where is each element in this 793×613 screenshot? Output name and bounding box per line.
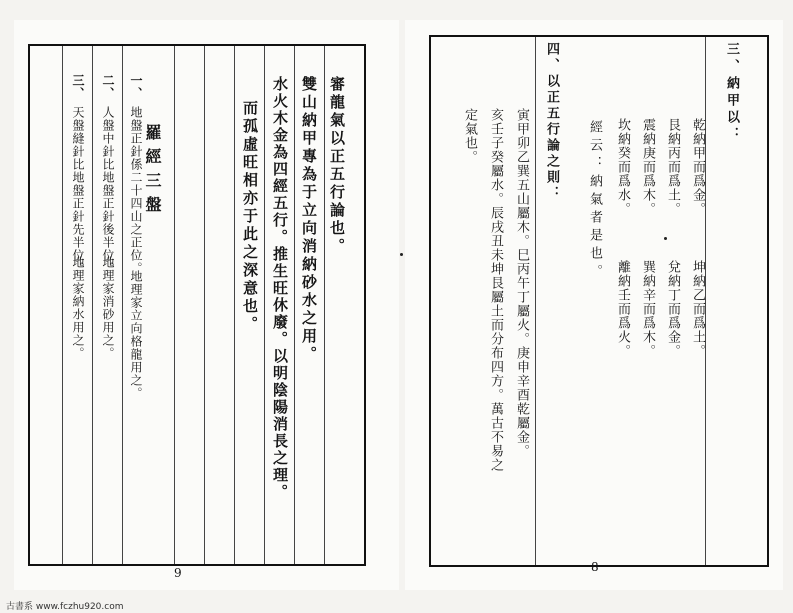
calligraphy-column-2: 雙山納甲專為于立向消納砂水之用。 <box>300 76 318 364</box>
item-text-3: 天盤縫針比地盤正針先半位。 <box>71 106 85 275</box>
item-marker-2: 二、 <box>101 74 115 100</box>
item-marker-3: 三、 <box>71 74 85 100</box>
calligraphy-column-4: 而孤虛旺相亦于此之深意也。 <box>241 100 259 334</box>
column-rule <box>174 46 175 564</box>
section-three-heading: 三、納甲以： <box>724 42 739 144</box>
column-rule <box>62 46 63 564</box>
column-rule <box>264 46 265 564</box>
najia-upper-4: 坎納癸而爲水。 <box>615 118 630 216</box>
najia-lower-4: 離納壬而爲火。 <box>615 260 630 358</box>
najia-lower-3: 巽納辛而爲木。 <box>640 260 655 358</box>
wuxing-line-3: 定氣也。 <box>462 108 477 164</box>
column-rule <box>294 46 295 564</box>
calligraphy-column-3: 水火木金為四經五行。推生旺休廢。以明陰陽消長之理。 <box>271 76 289 501</box>
column-rule <box>234 46 235 564</box>
right-page <box>405 20 783 590</box>
right-page-frame <box>429 35 769 567</box>
site-watermark: 古書系 www.fczhu920.com <box>6 602 124 612</box>
column-rule <box>92 46 93 564</box>
section-title: 羅經三盤 <box>143 124 162 220</box>
calligraphy-column-1: 審龍氣以正五行論也。 <box>328 76 346 256</box>
item-text-1: 地盤正針係二十四山之正位。 <box>129 106 143 275</box>
column-rule <box>705 37 706 565</box>
item-note-2: 地理家消砂用之。 <box>101 256 115 360</box>
section-four-heading: 四、以正五行論之則： <box>544 42 559 202</box>
najia-upper-3: 震納庚而爲木。 <box>640 118 655 216</box>
item-note-1: 地理家立向格龍用之。 <box>129 270 143 400</box>
najia-upper-2: 艮納丙而爲土。 <box>665 118 680 216</box>
item-marker-1: 一、 <box>129 74 143 100</box>
column-rule <box>324 46 325 564</box>
page-number: 8 <box>591 560 599 574</box>
najia-upper-1: 乾納甲而爲金。 <box>690 118 705 216</box>
najia-lower-2: 兌納丁而爲金。 <box>665 260 680 358</box>
scan-speck <box>400 253 403 256</box>
jing-yun-line: 經云：納氣者是也。 <box>587 120 602 282</box>
wuxing-line-2: 亥壬子癸屬水。辰戌丑未坤艮屬土而分布四方。萬古不易之 <box>488 108 503 472</box>
najia-lower-1: 坤納乙而爲土。 <box>690 260 705 358</box>
column-rule <box>122 46 123 564</box>
item-text-2: 人盤中針比地盤正針後半位。 <box>101 106 115 275</box>
column-rule <box>204 46 205 564</box>
wuxing-line-1: 寅甲卯乙巽五山屬木。巳丙午丁屬火。庚申辛酉乾屬金。 <box>514 108 529 458</box>
left-page <box>14 20 399 590</box>
item-note-3: 地理家納水用之。 <box>71 256 85 360</box>
column-rule <box>535 37 536 565</box>
scan-speck <box>664 237 667 240</box>
page-number: 9 <box>174 566 182 580</box>
